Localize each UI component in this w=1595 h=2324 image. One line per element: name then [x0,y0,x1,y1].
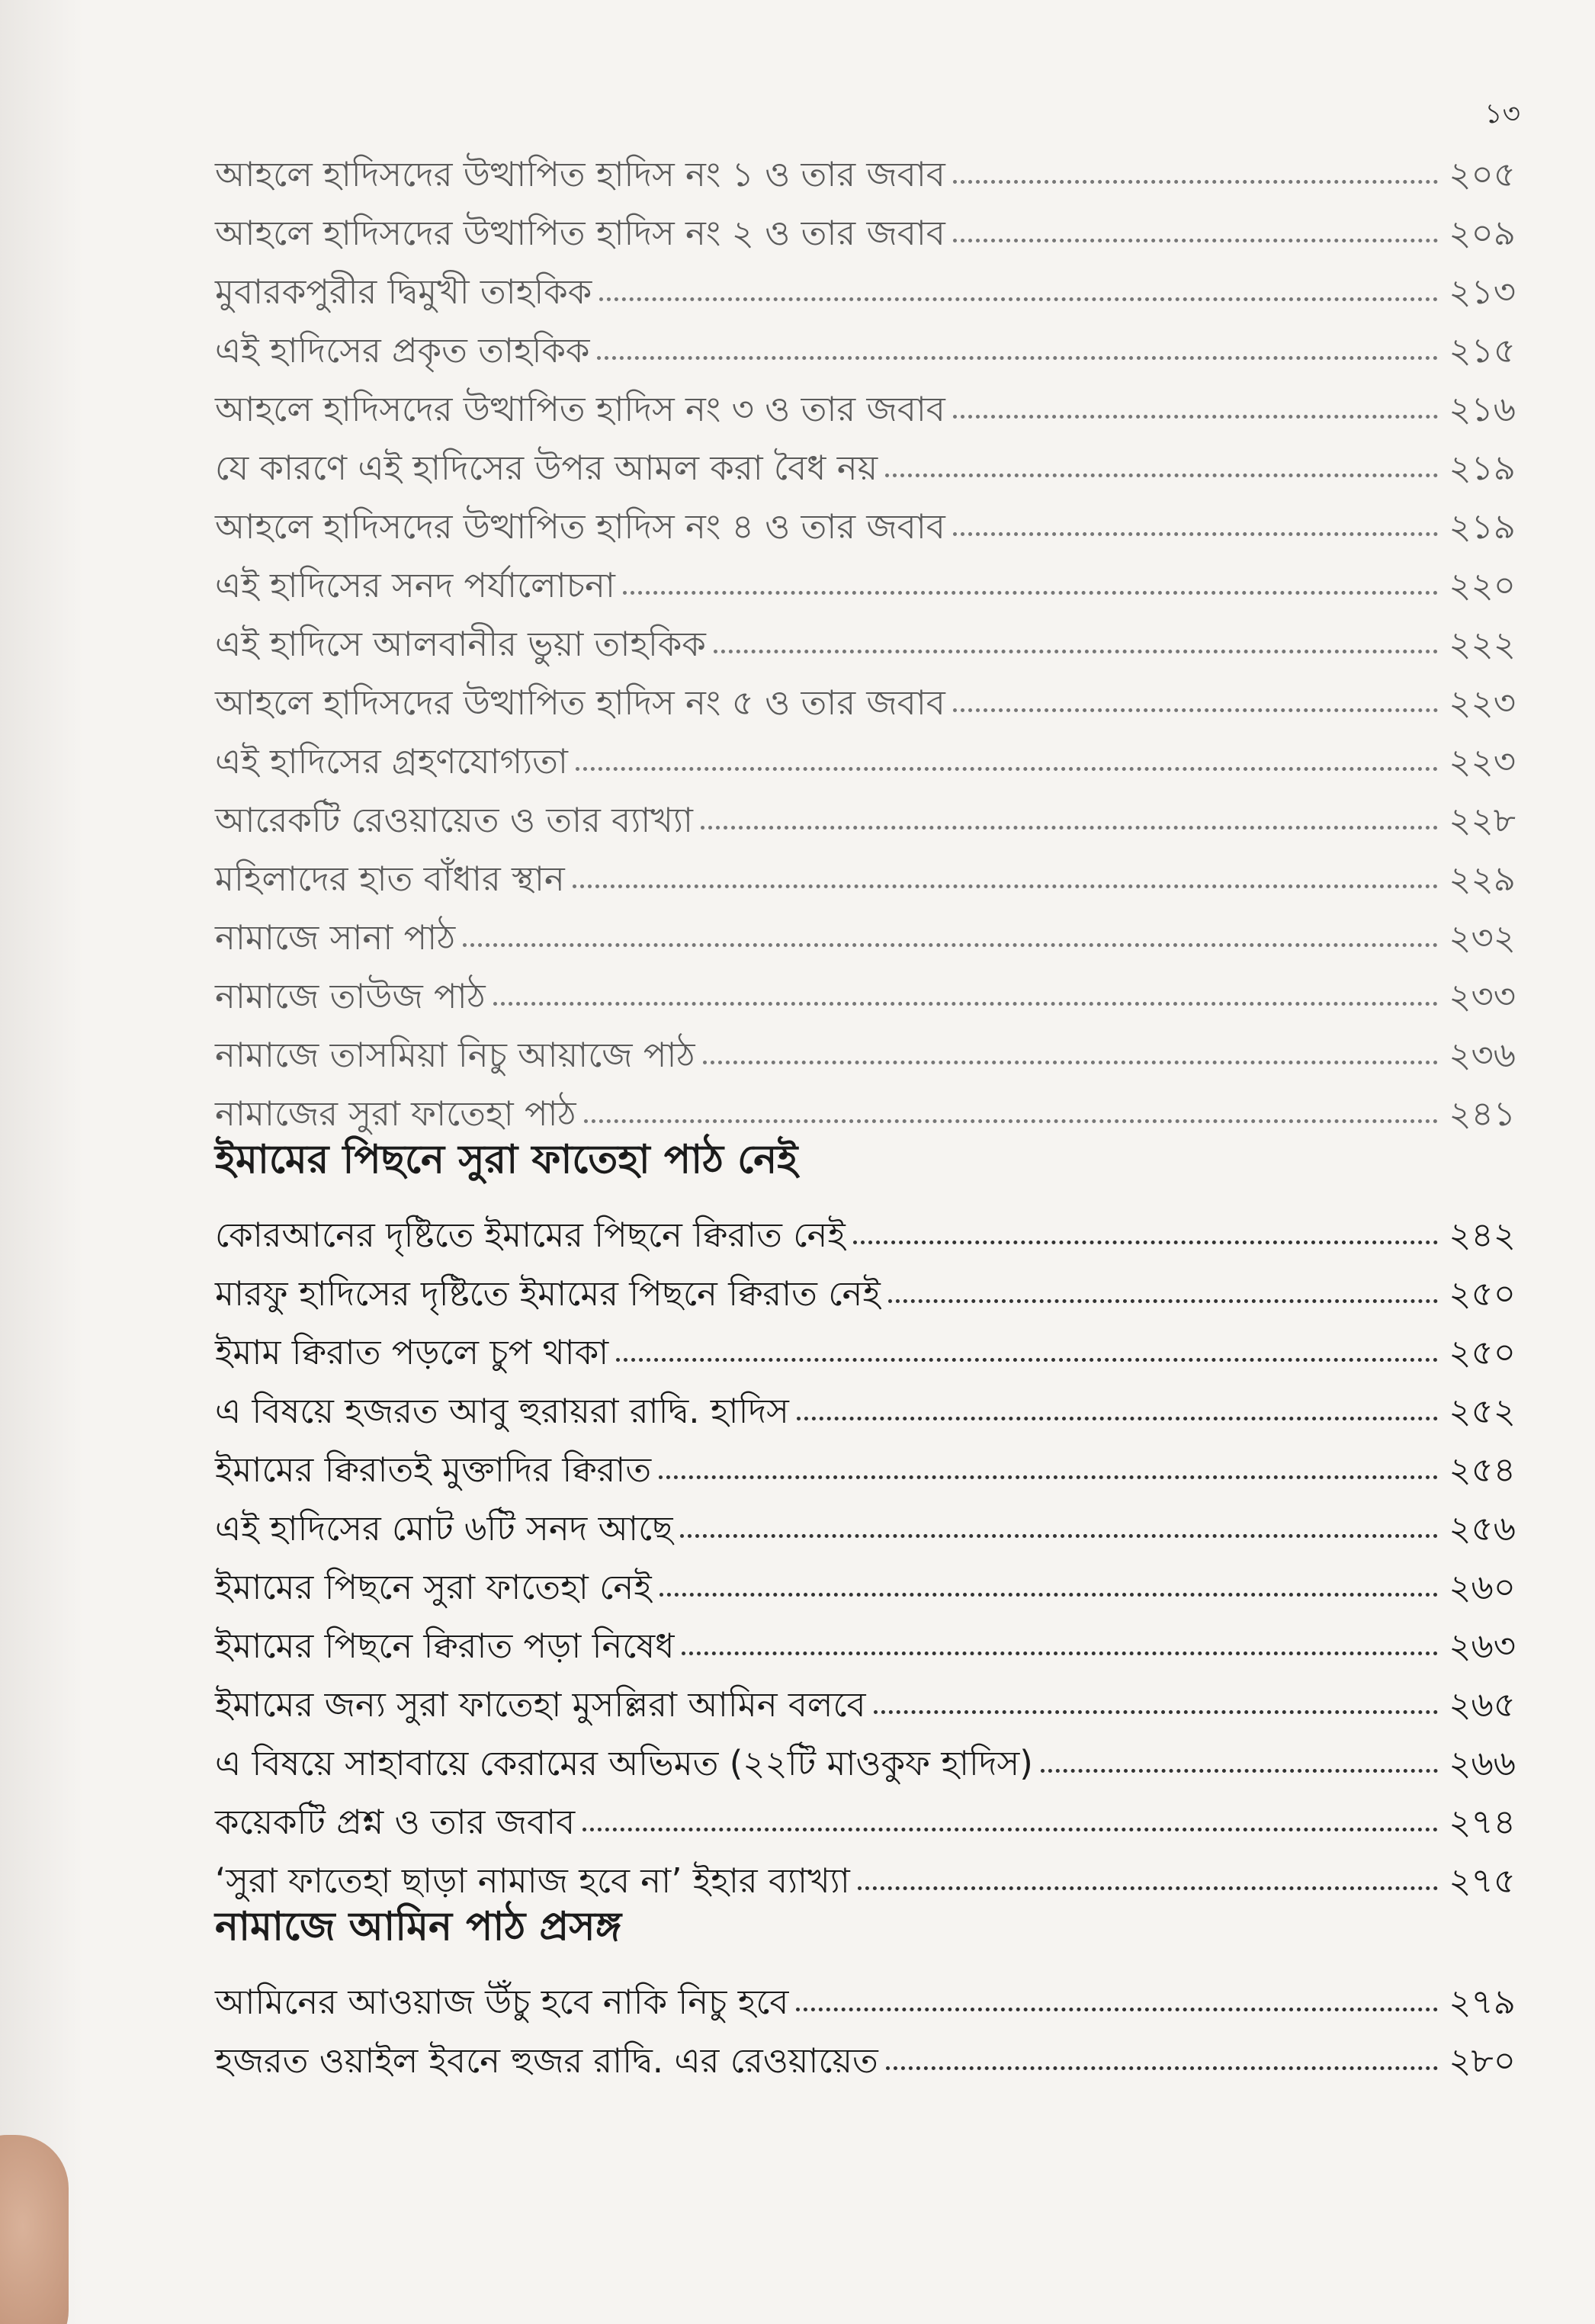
dot-leader [858,1886,1438,1890]
entry-page-number: ২৬০ [1449,1566,1516,1607]
toc-entry [215,486,1516,545]
dot-leader [576,767,1438,771]
entry-title: যে কারণে এই হাদিসের উপর আমল করা বৈধ নয় [215,447,878,488]
toc-entry [215,428,1516,486]
entry-page-number: ২১৫ [1449,329,1516,371]
toc-entry [215,1015,1516,1074]
toc-entry [215,1312,1516,1371]
page-edge-shadow [0,0,84,2324]
entry-page-number: ২৬৫ [1449,1684,1516,1725]
entry-page-number: ২২৩ [1449,682,1516,723]
entry-title: ‘সুরা ফাতেহা ছাড়া নামাজ হবে না’ ইহার ব্যাখ্যা [215,1860,850,1901]
entry-title: আহলে হাদিসদের উত্থাপিত হাদিস নং ১ ও তার জবাব [215,153,945,194]
dot-leader [623,591,1438,595]
toc-entry [215,780,1516,839]
entry-page-number: ২৭৪ [1449,1801,1516,1842]
toc-entry [215,956,1516,1015]
toc-entry [215,1371,1516,1430]
entry-page-number: ২৫২ [1449,1390,1516,1431]
toc-entry [215,369,1516,428]
toc-entry [215,310,1516,369]
entry-title: এই হাদিসে আলবানীর ভুয়া তাহকিক [215,623,706,664]
entry-title: নামাজের সুরা ফাতেহা পাঠ [215,1093,576,1134]
entry-title: আহলে হাদিসদের উত্থাপিত হাদিস নং ৫ ও তার জবাব [215,682,945,723]
entry-page-number: ২৩৩ [1449,975,1516,1016]
dot-leader [660,1593,1438,1597]
toc-entry [215,2021,1516,2079]
entry-page-number: ২৫০ [1449,1273,1516,1314]
dot-leader [701,826,1438,830]
entry-page-number: ২৭৯ [1449,1981,1516,2022]
dot-leader [616,1358,1438,1362]
entry-page-number: ২২৮ [1449,799,1516,840]
dot-leader [885,473,1438,477]
dot-leader [599,297,1438,301]
entry-title: হজরত ওয়াইল ইবনে হুজর রাদ্বি. এর রেওয়ায়েত [215,2040,878,2081]
toc-entry [215,721,1516,780]
entry-title: নামাজে তাসমিয়া নিচু আয়াজে পাঠ [215,1034,695,1075]
toc-entry [215,1430,1516,1488]
entry-title: কোরআনের দৃষ্টিতে ইমামের পিছনে ক্বিরাত নেই [215,1214,846,1255]
dot-leader [714,650,1438,653]
dot-leader [703,1061,1438,1064]
entry-title: আহলে হাদিসদের উত্থাপিত হাদিস নং ৩ ও তার জবাব [215,388,945,429]
section-heading: ইমামের পিছনে সুরা ফাতেহা পাঠ নেই [215,1137,798,1183]
dot-leader [584,1119,1438,1123]
thumb-image [0,2135,69,2324]
entry-title: নামাজে সানা পাঠ [215,916,456,958]
entry-title: এ বিষয়ে হজরত আবু হুরায়রা রাদ্বি. হাদিস [215,1390,789,1431]
toc-entry [215,1606,1516,1664]
dot-leader [796,2008,1438,2011]
entry-title: কয়েকটি প্রশ্ন ও তার জবাব [215,1801,576,1842]
entry-page-number: ২০৯ [1449,212,1516,253]
entry-page-number: ২১৩ [1449,271,1516,312]
entry-page-number: ২১৯ [1449,447,1516,488]
entry-title: মহিলাদের হাত বাঁধার স্থান [215,858,565,899]
entry-title: এই হাদিসের মোট ৬টি সনদ আছে [215,1507,673,1549]
toc-entry [215,839,1516,897]
entry-page-number: ২৪২ [1449,1214,1516,1255]
dot-leader [463,943,1438,947]
toc-entry [215,1253,1516,1312]
dot-leader [682,1652,1438,1655]
entry-title: মুবারকপুরীর দ্বিমুখী তাহকিক [215,271,592,312]
entry-title: মারফু হাদিসের দৃষ্টিতে ইমামের পিছনে ক্বিরাত নেই [215,1273,881,1314]
dot-leader [582,1828,1438,1831]
entry-title: নামাজে তাউজ পাঠ [215,975,486,1016]
toc-entry [215,252,1516,310]
dot-leader [659,1475,1438,1479]
toc-entry [215,1195,1516,1253]
toc-entry [215,545,1516,604]
dot-leader [886,2066,1438,2070]
entry-title: ইমামের ক্বিরাতই মুক্তাদির ক্বিরাত [215,1449,652,1490]
entry-page-number: ২৬৬ [1449,1742,1516,1783]
page-number: ১৩ [1484,98,1520,130]
entry-page-number: ২২৩ [1449,740,1516,782]
entry-title: এই হাদিসের সনদ পর্যালোচনা [215,564,615,605]
dot-leader [953,532,1438,536]
toc-entry [215,1962,1516,2021]
dot-leader [874,1710,1438,1714]
toc-entry [215,1488,1516,1547]
dot-leader [853,1241,1438,1244]
entry-title: এই হাদিসের গ্রহণযোগ্যতা [215,740,568,782]
toc-entry [215,193,1516,252]
entry-page-number: ২৭৫ [1449,1860,1516,1901]
dot-leader [1041,1769,1438,1773]
dot-leader [953,180,1438,184]
entry-title: ইমামের পিছনে ক্বিরাত পড়া নিষেধ [215,1625,675,1666]
entry-page-number: ২৫৬ [1449,1507,1516,1549]
entry-title: ইমামের পিছনে সুরা ফাতেহা নেই [215,1566,652,1607]
section-heading: নামাজে আমিন পাঠ প্রসঙ্গ [215,1904,622,1950]
entry-title: ইমামের জন্য সুরা ফাতেহা মুসল্লিরা আমিন বলবে [215,1684,866,1725]
dot-leader [680,1534,1438,1538]
entry-page-number: ২১৬ [1449,388,1516,429]
entry-title: ইমাম ক্বিরাত পড়লে চুপ থাকা [215,1331,609,1372]
toc-entry [215,134,1516,193]
entry-page-number: ২৬৩ [1449,1625,1516,1666]
entry-title: আমিনের আওয়াজ উঁচু হবে নাকি নিচু হবে [215,1981,789,2022]
entry-page-number: ২৪১ [1449,1093,1516,1134]
entry-page-number: ২৫০ [1449,1331,1516,1372]
table-of-contents [215,134,1516,2079]
toc-entry [215,1547,1516,1606]
entry-page-number: ২৮০ [1449,2040,1516,2081]
entry-page-number: ২৩৬ [1449,1034,1516,1075]
toc-entry [215,604,1516,663]
toc-entry [215,1723,1516,1782]
dot-leader [493,1002,1438,1006]
toc-entry [215,1841,1516,1899]
dot-leader [573,884,1438,888]
entry-page-number: ২০৫ [1449,153,1516,194]
toc-entry [215,1664,1516,1723]
entry-title: আহলে হাদিসদের উত্থাপিত হাদিস নং ২ ও তার জবাব [215,212,945,253]
entry-title: আরেকটি রেওয়ায়েত ও তার ব্যাখ্যা [215,799,693,840]
entry-page-number: ২১৯ [1449,506,1516,547]
entry-page-number: ২২২ [1449,623,1516,664]
toc-entry [215,1782,1516,1841]
dot-leader [797,1417,1438,1420]
entry-page-number: ২৩২ [1449,916,1516,958]
toc-entry [215,663,1516,721]
toc-entry [215,1074,1516,1132]
toc-entry [215,897,1516,956]
entry-title: এ বিষয়ে সাহাবায়ে কেরামের অভিমত (২২টি মাওকুফ হাদিস) [215,1742,1033,1783]
dot-leader [953,239,1438,242]
entry-page-number: ২২৯ [1449,858,1516,899]
dot-leader [953,415,1438,419]
dot-leader [953,708,1438,712]
dot-leader [597,356,1438,360]
entry-page-number: ২৫৪ [1449,1449,1516,1490]
entry-page-number: ২২০ [1449,564,1516,605]
entry-title: আহলে হাদিসদের উত্থাপিত হাদিস নং ৪ ও তার জবাব [215,506,945,547]
entry-title: এই হাদিসের প্রকৃত তাহকিক [215,329,590,371]
dot-leader [888,1299,1438,1303]
